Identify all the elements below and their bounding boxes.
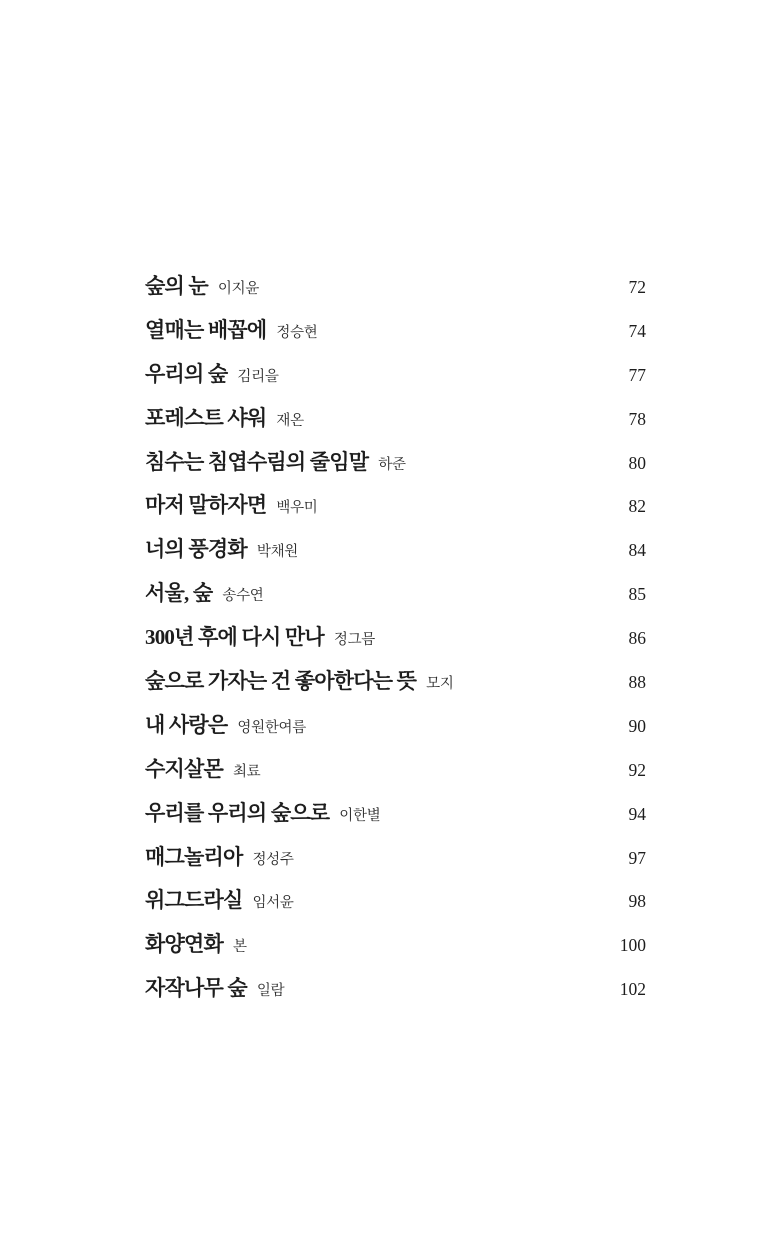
toc-entry-page-number: 77 — [628, 364, 646, 385]
toc-entry-author: 정승현 — [276, 324, 318, 341]
table-of-contents — [145, 270, 646, 1016]
toc-entry — [145, 928, 646, 972]
toc-entry — [145, 358, 646, 402]
toc-entry — [145, 314, 646, 358]
toc-entry-title: 너의 풍경화 — [145, 537, 247, 562]
toc-entry-author: 송수연 — [222, 588, 264, 605]
toc-entry-page-number: 97 — [628, 847, 646, 868]
toc-entry-title: 수지살몬 — [145, 756, 223, 781]
toc-entry-title: 화양연화 — [145, 932, 223, 957]
toc-entry-author: 하준 — [378, 456, 406, 473]
toc-entry-title: 내 사랑은 — [145, 712, 228, 737]
toc-entry-author: 이지윤 — [217, 281, 260, 297]
toc-entry — [145, 753, 646, 797]
toc-entry-author: 본 — [232, 939, 247, 956]
toc-entry-author: 일람 — [256, 983, 285, 1000]
toc-entry-page-number: 84 — [628, 540, 646, 561]
toc-entry — [145, 489, 646, 533]
toc-entry-page-number: 86 — [628, 628, 646, 649]
toc-entry-title: 열매는 배꼽에 — [145, 317, 267, 342]
toc-entry-page-number: 102 — [619, 979, 646, 1000]
toc-entry-author: 박채원 — [256, 544, 299, 561]
toc-entry-title: 우리의 숲 — [145, 361, 228, 386]
toc-entry-title: 300년 후에 다시 만나 — [145, 625, 324, 650]
toc-entry-author: 임서윤 — [252, 895, 294, 912]
toc-entry-author: 이한별 — [339, 807, 381, 824]
toc-entry — [145, 533, 646, 577]
toc-entry-page-number: 90 — [628, 715, 646, 736]
toc-entry-page-number: 82 — [628, 496, 646, 517]
toc-entry-page-number: 72 — [628, 277, 646, 297]
toc-entry-author: 모지 — [426, 676, 454, 693]
toc-entry-author: 김리을 — [237, 368, 279, 385]
toc-entry — [145, 841, 646, 885]
toc-entry-title: 매그놀리아 — [145, 844, 243, 869]
toc-entry-page-number: 100 — [619, 935, 646, 956]
toc-entry-page-number: 94 — [628, 803, 646, 824]
toc-entry — [145, 884, 646, 928]
toc-entry — [145, 402, 646, 446]
toc-entry — [145, 972, 646, 1016]
toc-entry-page-number: 88 — [628, 672, 646, 693]
toc-entry-title: 자작나무 숲 — [145, 976, 247, 1001]
toc-entry-title: 숲으로 가자는 건 좋아한다는 뜻 — [145, 669, 417, 694]
toc-entry — [145, 621, 646, 665]
toc-entry-author: 백우미 — [276, 500, 318, 517]
toc-entry-title: 숲의 눈 — [145, 274, 208, 298]
toc-entry-page-number: 74 — [628, 320, 646, 341]
toc-entry-title: 위그드라실 — [145, 888, 243, 913]
toc-entry — [145, 446, 646, 490]
toc-entry-title: 침수는 침엽수림의 줄임말 — [145, 449, 369, 474]
toc-entry-page-number: 78 — [628, 408, 646, 429]
toc-entry — [145, 709, 646, 753]
toc-entry — [145, 665, 646, 709]
toc-entry-author: 최료 — [232, 763, 261, 780]
toc-entry — [145, 797, 646, 841]
toc-entry-author: 정성주 — [252, 851, 294, 868]
toc-entry-page-number: 85 — [628, 584, 646, 605]
toc-entry-title: 포레스트 샤워 — [145, 405, 267, 430]
toc-entry — [145, 577, 646, 621]
toc-entry-author: 영원한여름 — [237, 719, 306, 736]
toc-entry-author: 재온 — [276, 412, 304, 429]
toc-entry-author: 정그믐 — [333, 632, 375, 649]
toc-entry-title: 마저 말하자면 — [145, 493, 267, 518]
toc-entry-page-number: 80 — [628, 452, 646, 473]
toc-entry-page-number: 92 — [628, 759, 646, 780]
toc-entry-page-number: 98 — [628, 891, 646, 912]
toc-entry — [145, 270, 646, 314]
toc-entry-title: 서울, 숲 — [145, 581, 213, 606]
toc-entry-title: 우리를 우리의 숲으로 — [145, 800, 330, 825]
